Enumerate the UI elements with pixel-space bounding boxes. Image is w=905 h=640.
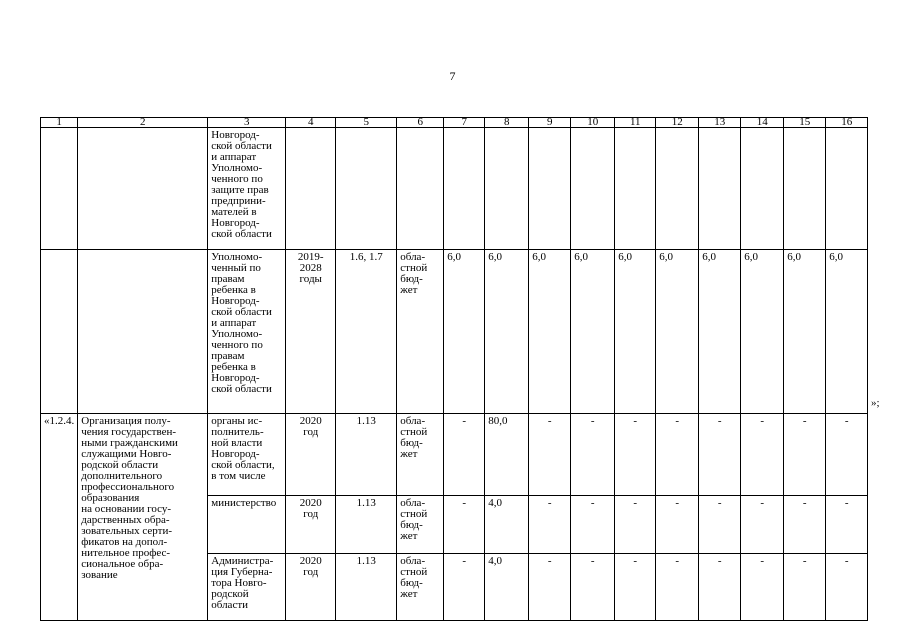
header-cell: 9: [529, 118, 571, 128]
value-cell: [826, 128, 868, 250]
value-cell: -: [529, 414, 571, 496]
header-cell: 12: [656, 118, 699, 128]
value-cell: -: [444, 554, 485, 621]
value-cell: -: [826, 554, 868, 621]
indicator-cell: 1.13: [336, 554, 397, 621]
source-cell: обла- стной бюд- жет: [397, 554, 444, 621]
header-cell: 2: [78, 118, 208, 128]
value-cell: [444, 128, 485, 250]
value-cell: 6,0: [784, 250, 826, 414]
activity-cell: Организация полу- чения государствен- ными гражданскими служащими Новго- родской области дополнительного профессионального образования на основании госу- дарственных обра- зовательных серти- фикатов на допол- нительное профес- сиональное обра- зование: [78, 414, 208, 621]
value-cell: -: [784, 414, 826, 496]
executor-cell: органы ис- полнитель- ной власти Новгород- ской области, в том числе: [208, 414, 286, 496]
executor-cell: Администра- ция Губерна- тора Новго- родской области: [208, 554, 286, 621]
header-cell: 10: [571, 118, 615, 128]
value-cell: -: [615, 414, 656, 496]
header-cell: 14: [741, 118, 784, 128]
closing-quote-mark: »;: [871, 397, 880, 409]
value-cell: [615, 128, 656, 250]
value-cell: -: [571, 554, 615, 621]
header-cell: 8: [485, 118, 529, 128]
header-cell: 1: [41, 118, 78, 128]
value-cell: 6,0: [656, 250, 699, 414]
period-cell: 2020 год: [286, 496, 336, 554]
header-cell: 6: [397, 118, 444, 128]
value-cell: 4,0: [485, 554, 529, 621]
value-cell: -: [699, 554, 741, 621]
header-cell: 7: [444, 118, 485, 128]
source-cell: обла- стной бюд- жет: [397, 250, 444, 414]
value-cell: -: [571, 496, 615, 554]
value-cell: -: [826, 496, 868, 554]
number-cell: «1.2.4.: [41, 414, 78, 621]
value-cell: 6,0: [571, 250, 615, 414]
header-cell: 5: [336, 118, 397, 128]
value-cell: -: [656, 554, 699, 621]
source-cell: обла- стной бюд- жет: [397, 414, 444, 496]
value-cell: [741, 128, 784, 250]
value-cell: 4,0: [485, 496, 529, 554]
value-cell: [699, 128, 741, 250]
value-cell: -: [529, 496, 571, 554]
value-cell: 6,0: [615, 250, 656, 414]
table-row: [41, 250, 868, 414]
value-cell: 6,0: [485, 250, 529, 414]
value-cell: 6,0: [444, 250, 485, 414]
source-cell: обла- стной бюд- жет: [397, 496, 444, 554]
value-cell: 6,0: [529, 250, 571, 414]
value-cell: [656, 128, 699, 250]
period-cell: 2019- 2028 годы: [286, 250, 336, 414]
executor-cell: Новгород- ской области и аппарат Уполномо- ченного по защите прав предприни- мателей в Новгород- ской области: [208, 128, 286, 250]
header-cell: 3: [208, 118, 286, 128]
value-cell: -: [656, 414, 699, 496]
executor-cell: Уполномо- ченный по правам ребенка в Новгород- ской области и аппарат Уполномо- ченного по правам ребенка в Новгород- ской области: [208, 250, 286, 414]
number-cell: [41, 250, 78, 414]
value-cell: [529, 128, 571, 250]
value-cell: -: [699, 414, 741, 496]
value-cell: [784, 128, 826, 250]
indicator-cell: 1.6, 1.7: [336, 250, 397, 414]
value-cell: -: [741, 496, 784, 554]
header-row: [41, 118, 868, 128]
period-cell: 2020 год: [286, 414, 336, 496]
source-cell: [397, 128, 444, 250]
number-cell: [41, 128, 78, 250]
value-cell: -: [826, 414, 868, 496]
value-cell: -: [699, 496, 741, 554]
period-cell: [286, 128, 336, 250]
value-cell: [571, 128, 615, 250]
indicator-cell: [336, 128, 397, 250]
table-row: [41, 414, 868, 496]
value-cell: -: [444, 414, 485, 496]
indicator-cell: 1.13: [336, 414, 397, 496]
period-cell: 2020 год: [286, 554, 336, 621]
value-cell: 80,0: [485, 414, 529, 496]
value-cell: -: [784, 496, 826, 554]
value-cell: [485, 128, 529, 250]
value-cell: -: [615, 554, 656, 621]
value-cell: 6,0: [741, 250, 784, 414]
value-cell: -: [784, 554, 826, 621]
header-cell: 15: [784, 118, 826, 128]
program-table: [40, 117, 868, 621]
value-cell: -: [741, 414, 784, 496]
value-cell: -: [741, 554, 784, 621]
value-cell: -: [656, 496, 699, 554]
header-cell: 11: [615, 118, 656, 128]
value-cell: -: [444, 496, 485, 554]
page-number: 7: [449, 69, 456, 83]
header-cell: 16: [826, 118, 868, 128]
activity-cell: [78, 128, 208, 250]
activity-cell: [78, 250, 208, 414]
value-cell: -: [615, 496, 656, 554]
value-cell: 6,0: [699, 250, 741, 414]
executor-cell: министерство: [208, 496, 286, 554]
header-cell: 13: [699, 118, 741, 128]
header-cell: 4: [286, 118, 336, 128]
indicator-cell: 1.13: [336, 496, 397, 554]
table-row: [41, 128, 868, 250]
value-cell: -: [529, 554, 571, 621]
value-cell: 6,0: [826, 250, 868, 414]
value-cell: -: [571, 414, 615, 496]
